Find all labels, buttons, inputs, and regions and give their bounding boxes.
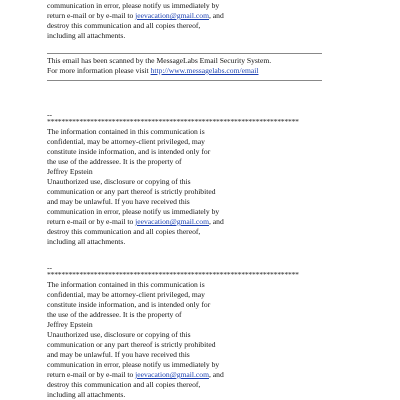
scan-notice-line: For more information please visit http://www.messagelabs.com/email (47, 66, 259, 75)
signature-dashes: -- (47, 263, 53, 272)
disclaimer-line: confidential, may be attorney-client privileged, may (47, 290, 205, 299)
disclaimer-line: Jeffrey Epstein (47, 167, 93, 176)
disclaimer-line: confidential, may be attorney-client privileged, may (47, 137, 205, 146)
disclaimer-line: Jeffrey Epstein (47, 320, 93, 329)
disclaimer-line: The information contained in this communication is (47, 127, 205, 136)
disclaimer-line: Unauthorized use, disclosure or copying of this (47, 177, 191, 186)
disclaimer-line: communication or any part thereof is strictly prohibited (47, 187, 216, 196)
email-link[interactable]: jeevacation@gmail.com (135, 370, 209, 379)
disclaimer-line: communication in error, please notify us immediately by (47, 360, 220, 369)
disclaimer-line: constitute inside information, and is intended only for (47, 300, 211, 309)
body-text-line: destroy this communication and all copies thereof, (47, 21, 201, 30)
body-text-line: including all attachments. (47, 31, 126, 40)
divider-rule (47, 80, 322, 81)
disclaimer-line: Unauthorized use, disclosure or copying of this (47, 330, 191, 339)
disclaimer-line: and may be unlawful. If you have received this (47, 197, 190, 206)
body-text-line: communication in error, please notify us immediately by (47, 1, 220, 10)
stars-separator: ********************************************************************** (47, 117, 299, 126)
divider-rule (47, 53, 322, 54)
disclaimer-line: the use of the addressee. It is the property of (47, 310, 182, 319)
disclaimer-line: the use of the addressee. It is the property of (47, 157, 182, 166)
signature-dashes: -- (47, 110, 53, 119)
scan-notice-line: This email has been scanned by the MessageLabs Email Security System. (47, 56, 272, 65)
disclaimer-line: communication or any part thereof is strictly prohibited (47, 340, 216, 349)
disclaimer-line: and may be unlawful. If you have received this (47, 350, 190, 359)
disclaimer-line: constitute inside information, and is intended only for (47, 147, 211, 156)
stars-separator: ********************************************************************** (47, 270, 299, 279)
disclaimer-line: destroy this communication and all copies thereof, (47, 380, 201, 389)
disclaimer-line: return e-mail or by e-mail to jeevacation@gmail.com, and (47, 370, 224, 379)
disclaimer-line: including all attachments. (47, 237, 126, 246)
disclaimer-line: destroy this communication and all copies thereof, (47, 227, 201, 236)
body-text-line: return e-mail or by e-mail to jeevacation@gmail.com, and (47, 11, 224, 20)
disclaimer-line: including all attachments. (47, 390, 126, 399)
messagelabs-link[interactable]: http://www.messagelabs.com/email (150, 66, 259, 75)
disclaimer-line: return e-mail or by e-mail to jeevacation@gmail.com, and (47, 217, 224, 226)
disclaimer-line: communication in error, please notify us immediately by (47, 207, 220, 216)
email-link[interactable]: jeevacation@gmail.com (135, 11, 209, 20)
email-link[interactable]: jeevacation@gmail.com (135, 217, 209, 226)
disclaimer-line: The information contained in this communication is (47, 280, 205, 289)
